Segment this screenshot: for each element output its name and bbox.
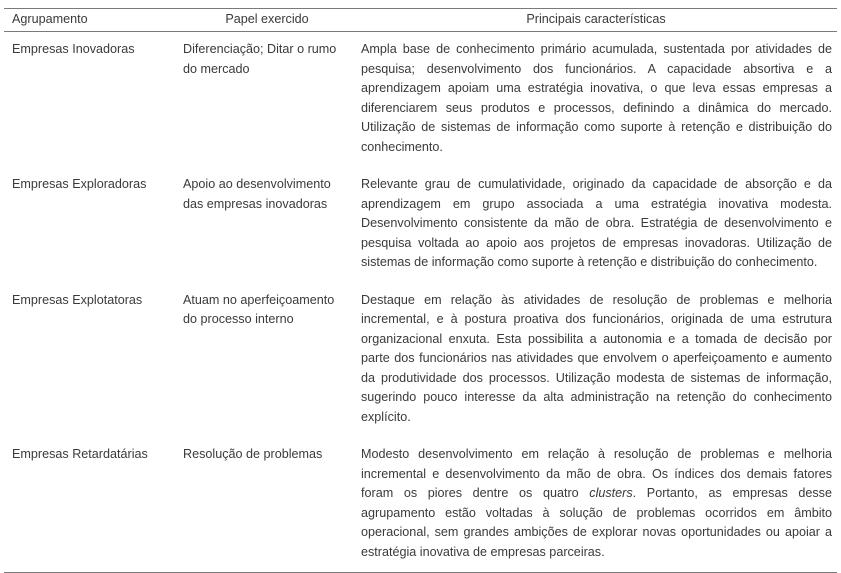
cell-characteristics — [355, 437, 837, 573]
clusters-term: clusters — [589, 486, 633, 500]
header-grouping: Agrupamento — [12, 12, 88, 27]
clusters-table-container — [4, 8, 837, 573]
table-header — [4, 9, 837, 32]
cell-grouping: Empresas Inovadoras — [12, 42, 135, 56]
cell-role: Resolução de problemas — [183, 447, 323, 461]
cell-role: Diferenciação; Ditar o rumo do mercado — [183, 42, 337, 76]
header-row — [4, 9, 837, 32]
cell-role: Apoio ao desenvolvimento das empresas inovadoras — [183, 177, 331, 211]
cell-role: Atuam no aperfeiçoamento do processo interno — [183, 292, 335, 326]
cell-grouping: Empresas Exploradoras — [12, 177, 147, 191]
header-role: Papel exercido — [225, 12, 309, 27]
table-row — [4, 437, 837, 573]
table-body — [4, 32, 837, 573]
cell-characteristics: Destaque em relação às atividades de resolução de problemas e melhoria incremental, e à postura proativa dos funcionários, originada de uma estrutura organizacional enxuta. Esta possibilita a autonomia e a tomada de decisão por parte dos funcionários nas atividades que envolvem o aperfeiçoamento e aumento da produtividade dos processos. Utilização modesta de sistemas de informação, sugerindo pouco interesse da alta administração na retenção do conhecimento explícito. — [361, 292, 832, 424]
table-row — [4, 167, 837, 283]
characteristics-text-part: Modesto desenvolvimento em relação à resolução de problemas e melhoria incremental e desenvolvimento da mão de obra. Os índices dos demais fatores foram os piores dentre os quatro — [361, 447, 832, 500]
table-row — [4, 32, 837, 168]
table-row — [4, 283, 837, 438]
cell-grouping: Empresas Retardatárias — [12, 447, 148, 461]
cell-grouping: Empresas Explotatoras — [12, 292, 143, 307]
cell-characteristics: Relevante grau de cumulatividade, originado da capacidade de absorção e da aprendizagem em grupo associada a uma estratégia inovativa modesta. Desenvolvimento consistente da mão de obra. Estratégia de desenvolvimento e pesquisa voltada ao apoio aos projetos de empresas inovadoras. Utilização de sistemas de informação como suporte à retenção e distribuição do conhecimento. — [361, 177, 832, 269]
characteristics-text-part: . Portanto, as empresas desse agrupamento estão voltadas à solução de problemas ocorridos em âmbito operacional, sem grandes ambições de explorar novas oportunidades ou apoiar a estratégia inovativa de empresas parceiras. — [361, 486, 832, 559]
clusters-table — [4, 8, 837, 573]
header-characteristics: Principais características — [526, 12, 666, 27]
cell-characteristics: Ampla base de conhecimento primário acumulada, sustentada por atividades de pesquisa; desenvolvimento dos funcionários. A capacidade absortiva e a aprendizagem apoiam uma estratégia inovativa, o que leva essas empresas a diferenciarem seus produtos e processos, definindo a dinâmica do mercado. Utilização de sistemas de informação como suporte à retenção e distribuição do conhecimento. — [361, 42, 832, 154]
